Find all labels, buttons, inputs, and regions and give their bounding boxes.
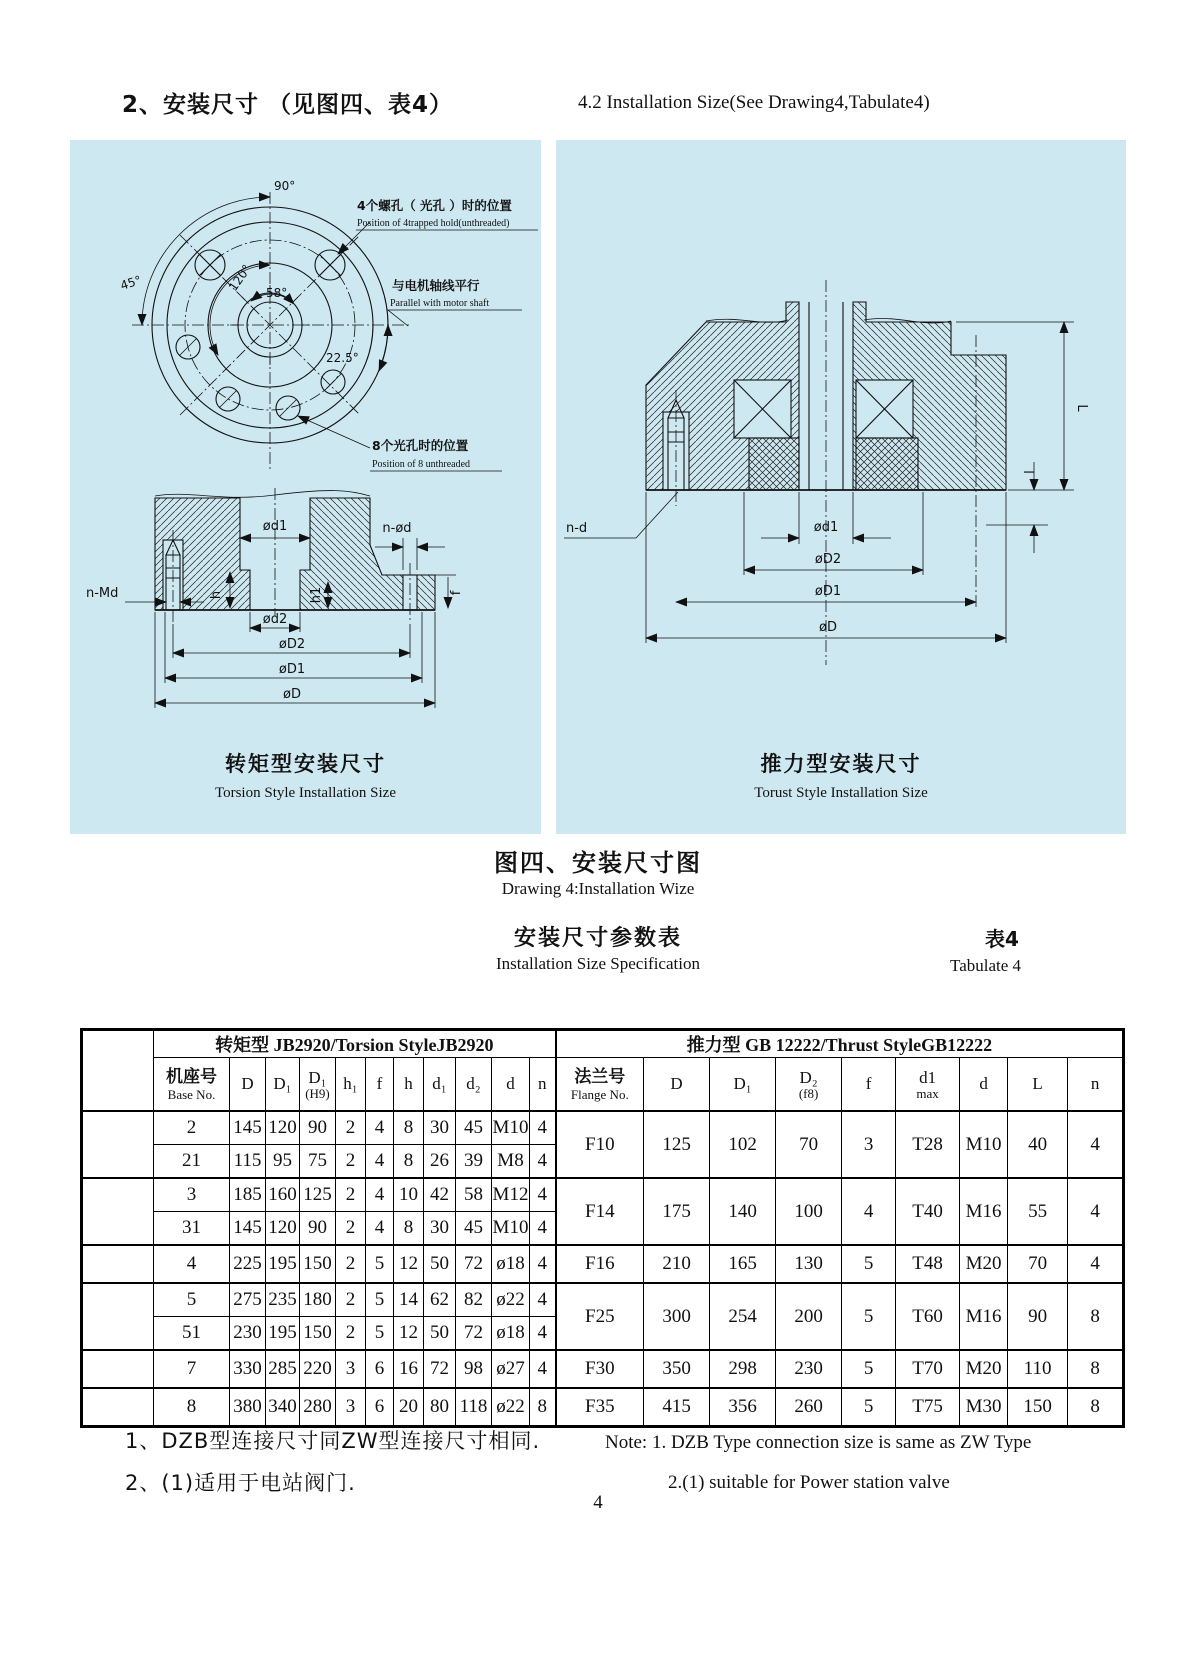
base-no-cell: 8 — [154, 1388, 230, 1427]
torsion-band-header: 转矩型 JB2920/Torsion StyleJB2920 — [154, 1030, 556, 1058]
unthreaded-holes — [176, 335, 345, 420]
torsion-value-cell: 75 — [300, 1145, 336, 1179]
torsion-value-cell: 80 — [424, 1388, 456, 1427]
torsion-value-cell: 6 — [366, 1388, 394, 1427]
base-no-zh: 机座号 — [166, 1066, 217, 1087]
section-heading-en: 4.2 Installation Size(See Drawing4,Tabulate4) — [578, 92, 930, 113]
base-no-cell: 21 — [154, 1145, 230, 1179]
torsion-value-cell: 2 — [336, 1212, 366, 1246]
table-row — [82, 1245, 1124, 1283]
torsion-value-cell: 72 — [456, 1245, 492, 1283]
torsion-value-cell: 195 — [266, 1317, 300, 1351]
col-header-t-d: d — [492, 1058, 530, 1112]
torsion-value-cell: 285 — [266, 1350, 300, 1388]
row-group-spacer-cell — [82, 1283, 154, 1350]
col-header-s-f: f — [842, 1058, 896, 1112]
flange-no-en: Flange No. — [570, 1086, 629, 1102]
flange-no-cell: F16 — [556, 1245, 644, 1283]
thrust-value-cell: 298 — [710, 1350, 776, 1388]
thrust-value-cell: T28 — [896, 1111, 960, 1178]
col-header-flange-no — [556, 1058, 644, 1112]
row-group-spacer-cell — [82, 1388, 154, 1427]
thrust-value-cell: 4 — [1068, 1111, 1124, 1178]
row-group-spacer-cell — [82, 1350, 154, 1388]
dim-D-label: øD — [283, 687, 301, 702]
thrust-value-cell: M16 — [960, 1178, 1008, 1245]
torsion-value-cell: 2 — [336, 1317, 366, 1351]
dim-f-label: f — [449, 590, 464, 596]
thrust-caption-en: Torust Style Installation Size — [754, 785, 928, 801]
base-no-cell: 3 — [154, 1178, 230, 1212]
torsion-value-cell: 150 — [300, 1245, 336, 1283]
torsion-value-cell: 4 — [530, 1317, 556, 1351]
figure-caption-en: Drawing 4:Installation Wize — [501, 879, 695, 898]
trapped-hole-note-zh: 4个螺孔（ 光孔 ）时的位置 — [357, 198, 512, 213]
torsion-value-cell: 4 — [530, 1212, 556, 1246]
col-header-t-h: h — [394, 1058, 424, 1112]
base-no-cell: 31 — [154, 1212, 230, 1246]
torsion-value-cell: 4 — [530, 1245, 556, 1283]
torsion-value-cell: 45 — [456, 1111, 492, 1145]
dim-L-label: L — [1074, 404, 1089, 412]
thrust-value-cell: 300 — [644, 1283, 710, 1350]
parallel-note-zh: 与电机轴线平行 — [392, 278, 480, 293]
table-title-en: Installation Size Specification — [496, 954, 700, 973]
torsion-value-cell: ø18 — [492, 1245, 530, 1283]
thrust-panel — [556, 140, 1126, 834]
thrust-value-cell: 5 — [842, 1245, 896, 1283]
flange-no-cell: F10 — [556, 1111, 644, 1178]
thrust-caption-zh: 推力型安装尺寸 — [760, 752, 922, 776]
torsion-value-cell: 82 — [456, 1283, 492, 1317]
table-row — [82, 1111, 1124, 1145]
note-en-1: Note: 1. DZB Type connection size is same as ZW Type — [605, 1432, 1032, 1453]
torsion-value-cell: 340 — [266, 1388, 300, 1427]
torsion-value-cell: 195 — [266, 1245, 300, 1283]
thrust-value-cell: 130 — [776, 1245, 842, 1283]
torsion-value-cell: 20 — [394, 1388, 424, 1427]
torsion-value-cell: 4 — [366, 1212, 394, 1246]
torsion-value-cell: 72 — [456, 1317, 492, 1351]
torsion-value-cell: 90 — [300, 1111, 336, 1145]
torsion-value-cell: 150 — [300, 1317, 336, 1351]
torsion-value-cell: M8 — [492, 1145, 530, 1179]
t-D1H9-tolerance: (H9) — [305, 1085, 330, 1101]
flange-face-view — [119, 179, 538, 472]
col-header-t-f: f — [366, 1058, 394, 1112]
torsion-value-cell: 5 — [366, 1283, 394, 1317]
thrust-value-cell: M30 — [960, 1388, 1008, 1427]
thrust-value-cell: 254 — [710, 1283, 776, 1350]
thrust-value-cell: 90 — [1008, 1283, 1068, 1350]
torsion-value-cell: 39 — [456, 1145, 492, 1179]
torsion-value-cell: ø22 — [492, 1388, 530, 1427]
col-header-base-no — [154, 1058, 230, 1112]
torsion-value-cell: ø27 — [492, 1350, 530, 1388]
torsion-value-cell: 115 — [230, 1145, 266, 1179]
torsion-value-cell: 118 — [456, 1388, 492, 1427]
thrust-value-cell: 125 — [644, 1111, 710, 1178]
torsion-value-cell: 145 — [230, 1111, 266, 1145]
thrust-value-cell: 5 — [842, 1283, 896, 1350]
base-no-en: Base No. — [167, 1086, 216, 1102]
s-D2-symbol: D₂ — [799, 1067, 818, 1087]
angle-45-label: 45° — [118, 272, 144, 293]
installation-size-table — [80, 1028, 1125, 1428]
torsion-value-cell: 62 — [424, 1283, 456, 1317]
flange-no-cell: F35 — [556, 1388, 644, 1427]
dim-D2-label: øD2 — [814, 552, 842, 567]
dim-D2-label: øD2 — [278, 637, 306, 652]
torsion-value-cell: 2 — [336, 1145, 366, 1179]
trapped-hole-top-right — [315, 250, 345, 280]
thrust-value-cell: T70 — [896, 1350, 960, 1388]
flange-no-cell: F14 — [556, 1178, 644, 1245]
torsion-value-cell: 95 — [266, 1145, 300, 1179]
torsion-value-cell: 3 — [336, 1388, 366, 1427]
t-D1H9-symbol: D₁ — [308, 1067, 327, 1087]
thrust-value-cell: 4 — [842, 1178, 896, 1245]
dim-nMd-label: n-Md — [86, 586, 119, 601]
angle-90-label: 90° — [274, 179, 296, 193]
thrust-value-cell: T48 — [896, 1245, 960, 1283]
torsion-value-cell: 280 — [300, 1388, 336, 1427]
thrust-value-cell: 110 — [1008, 1350, 1068, 1388]
thrust-value-cell: 150 — [1008, 1388, 1068, 1427]
flange-no-zh: 法兰号 — [574, 1066, 626, 1087]
flange-no-cell: F25 — [556, 1283, 644, 1350]
torsion-value-cell: 98 — [456, 1350, 492, 1388]
table-tag-en: Tabulate 4 — [950, 956, 1022, 975]
torsion-value-cell: 45 — [456, 1212, 492, 1246]
col-header-s-D2f8 — [776, 1058, 842, 1112]
dim-D1-label: øD1 — [814, 584, 842, 599]
torsion-value-cell: 2 — [336, 1178, 366, 1212]
row-group-spacer-cell — [82, 1111, 154, 1178]
thrust-value-cell: 350 — [644, 1350, 710, 1388]
table-row — [82, 1350, 1124, 1388]
col-header-t-d2: d₂ — [456, 1058, 492, 1112]
section-heading-zh: 2、安装尺寸 （见图四、表4） — [122, 92, 454, 118]
row-group-spacer-cell — [82, 1178, 154, 1245]
angle-22-5-label: 22.5° — [326, 351, 359, 365]
col-header-s-L: L — [1008, 1058, 1068, 1112]
torsion-value-cell: 160 — [266, 1178, 300, 1212]
s-D2-tolerance: (f8) — [798, 1085, 819, 1101]
figure-caption-zh: 图四、安装尺寸图 — [494, 849, 702, 877]
torsion-value-cell: 185 — [230, 1178, 266, 1212]
torsion-value-cell: ø22 — [492, 1283, 530, 1317]
dim-nod-label: n-ød — [382, 521, 412, 536]
col-header-t-D1H9 — [300, 1058, 336, 1112]
torsion-value-cell: 225 — [230, 1245, 266, 1283]
thrust-value-cell: 4 — [1068, 1178, 1124, 1245]
s-d1-symbol: d1 — [919, 1067, 937, 1087]
col-header-s-d1max — [896, 1058, 960, 1112]
thrust-value-cell: 210 — [644, 1245, 710, 1283]
col-header-s-D1: D₁ — [710, 1058, 776, 1112]
torsion-value-cell: 4 — [530, 1145, 556, 1179]
torsion-value-cell: 330 — [230, 1350, 266, 1388]
thrust-value-cell: M16 — [960, 1283, 1008, 1350]
thrust-value-cell: 8 — [1068, 1388, 1124, 1427]
torsion-value-cell: 120 — [266, 1111, 300, 1145]
torsion-caption — [70, 748, 541, 802]
thrust-value-cell: 8 — [1068, 1283, 1124, 1350]
torsion-value-cell: 58 — [456, 1178, 492, 1212]
trapped-hole-note-en: Position of 4trapped hold(unthreaded) — [357, 218, 510, 229]
note-en-2: 2.(1) suitable for Power station valve — [668, 1472, 950, 1493]
table-title-zh: 安装尺寸参数表 — [513, 926, 682, 951]
torsion-panel — [70, 140, 541, 834]
torsion-value-cell: 180 — [300, 1283, 336, 1317]
torsion-value-cell: 235 — [266, 1283, 300, 1317]
thrust-value-cell: 40 — [1008, 1111, 1068, 1178]
col-header-t-D: D — [230, 1058, 266, 1112]
thrust-value-cell: 230 — [776, 1350, 842, 1388]
torsion-value-cell: 30 — [424, 1212, 456, 1246]
thrust-value-cell: T75 — [896, 1388, 960, 1427]
torsion-value-cell: 4 — [530, 1178, 556, 1212]
torsion-caption-en: Torsion Style Installation Size — [214, 785, 396, 801]
torsion-value-cell: 50 — [424, 1317, 456, 1351]
base-no-cell: 5 — [154, 1283, 230, 1317]
torsion-caption-zh: 转矩型安装尺寸 — [225, 752, 386, 776]
thrust-value-cell: 3 — [842, 1111, 896, 1178]
angle-120-label: 120° — [225, 262, 255, 294]
torsion-value-cell: ø18 — [492, 1317, 530, 1351]
torsion-section-view — [86, 488, 464, 708]
torsion-value-cell: 2 — [336, 1245, 366, 1283]
spacer-header-cell — [82, 1030, 154, 1112]
torsion-value-cell: 145 — [230, 1212, 266, 1246]
base-no-cell: 7 — [154, 1350, 230, 1388]
note-zh-2: 2、(1)适用于电站阀门. — [125, 1471, 356, 1495]
torsion-value-cell: 72 — [424, 1350, 456, 1388]
col-header-t-D1: D₁ — [266, 1058, 300, 1112]
col-header-t-d1: d₁ — [424, 1058, 456, 1112]
thrust-value-cell: 55 — [1008, 1178, 1068, 1245]
torsion-value-cell: 26 — [424, 1145, 456, 1179]
torsion-value-cell: 4 — [366, 1111, 394, 1145]
col-header-s-n: n — [1068, 1058, 1124, 1112]
dim-nd-label: n-d — [566, 521, 588, 536]
base-no-cell: 2 — [154, 1111, 230, 1145]
flange-no-cell: F30 — [556, 1350, 644, 1388]
torsion-value-cell: 42 — [424, 1178, 456, 1212]
parallel-note-en: Parallel with motor shaft — [390, 298, 490, 309]
torsion-drawing — [70, 140, 541, 740]
thrust-value-cell: 175 — [644, 1178, 710, 1245]
thrust-value-cell: T60 — [896, 1283, 960, 1350]
col-header-s-D: D — [644, 1058, 710, 1112]
dim-d1-label: ød1 — [813, 520, 839, 535]
thrust-value-cell: 102 — [710, 1111, 776, 1178]
thrust-value-cell: T40 — [896, 1178, 960, 1245]
torsion-value-cell: 120 — [266, 1212, 300, 1246]
thrust-value-cell: 5 — [842, 1350, 896, 1388]
thrust-value-cell: 100 — [776, 1178, 842, 1245]
dim-d1-label: ød1 — [262, 519, 288, 534]
dim-D1-label: øD1 — [278, 662, 306, 677]
torsion-value-cell: 8 — [394, 1212, 424, 1246]
torsion-value-cell: M10 — [492, 1111, 530, 1145]
base-no-cell: 51 — [154, 1317, 230, 1351]
torsion-value-cell: 30 — [424, 1111, 456, 1145]
torsion-value-cell: 5 — [366, 1245, 394, 1283]
torsion-value-cell: 2 — [336, 1283, 366, 1317]
column-header-row — [82, 1058, 1124, 1112]
thrust-value-cell: 4 — [1068, 1245, 1124, 1283]
thrust-value-cell: 260 — [776, 1388, 842, 1427]
thrust-band-header: 推力型 GB 12222/Thrust StyleGB12222 — [556, 1030, 1124, 1058]
torsion-value-cell: 4 — [366, 1145, 394, 1179]
dim-h1-label: h1 — [309, 586, 324, 604]
thrust-value-cell: 70 — [776, 1111, 842, 1178]
dim-D-label: øD — [819, 620, 837, 635]
note-zh-1: 1、DZB型连接尺寸同ZW型连接尺寸相同. — [125, 1429, 541, 1453]
s-d1-max: max — [916, 1085, 939, 1101]
table-row — [82, 1178, 1124, 1212]
dim-h-label: h — [209, 590, 224, 600]
col-header-t-h1: h₁ — [336, 1058, 366, 1112]
table-row — [82, 1283, 1124, 1317]
torsion-value-cell: 12 — [394, 1317, 424, 1351]
torsion-value-cell: 12 — [394, 1245, 424, 1283]
trapped-hole-top-left — [195, 250, 225, 280]
torsion-value-cell: 4 — [366, 1178, 394, 1212]
thrust-value-cell: M20 — [960, 1245, 1008, 1283]
torsion-value-cell: 10 — [394, 1178, 424, 1212]
unthreaded-note-zh: 8个光孔时的位置 — [372, 438, 469, 453]
torsion-value-cell: 220 — [300, 1350, 336, 1388]
row-group-spacer-cell — [82, 1245, 154, 1283]
torsion-value-cell: 380 — [230, 1388, 266, 1427]
dim-l-label: l — [1020, 470, 1035, 474]
table-body — [82, 1111, 1124, 1427]
torsion-value-cell: 4 — [530, 1283, 556, 1317]
torsion-value-cell: 125 — [300, 1178, 336, 1212]
torsion-value-cell: 4 — [530, 1111, 556, 1145]
thrust-value-cell: 415 — [644, 1388, 710, 1427]
thrust-drawing — [556, 140, 1126, 740]
thrust-value-cell: 356 — [710, 1388, 776, 1427]
torsion-value-cell: 6 — [366, 1350, 394, 1388]
torsion-value-cell: 14 — [394, 1283, 424, 1317]
thrust-value-cell: 8 — [1068, 1350, 1124, 1388]
thrust-value-cell: 70 — [1008, 1245, 1068, 1283]
unthreaded-note-en: Position of 8 unthreaded — [372, 459, 471, 470]
thrust-value-cell: 165 — [710, 1245, 776, 1283]
torsion-value-cell: 8 — [394, 1145, 424, 1179]
torsion-value-cell: 275 — [230, 1283, 266, 1317]
torsion-value-cell: M10 — [492, 1212, 530, 1246]
torsion-value-cell: 90 — [300, 1212, 336, 1246]
thrust-value-cell: M10 — [960, 1111, 1008, 1178]
angle-58-label: 58° — [266, 286, 288, 300]
torsion-value-cell: 5 — [366, 1317, 394, 1351]
torsion-value-cell: M12 — [492, 1178, 530, 1212]
col-header-s-d: d — [960, 1058, 1008, 1112]
dim-d2-label: ød2 — [262, 612, 288, 627]
torsion-value-cell: 3 — [336, 1350, 366, 1388]
table-row — [82, 1388, 1124, 1427]
band-header-row — [82, 1030, 1124, 1058]
page-number: 4 — [593, 1492, 603, 1513]
thrust-caption — [556, 748, 1126, 802]
torsion-value-cell: 8 — [394, 1111, 424, 1145]
torsion-value-cell: 4 — [530, 1350, 556, 1388]
table-tag-zh: 表4 — [985, 927, 1019, 951]
torsion-value-cell: 2 — [336, 1111, 366, 1145]
torsion-value-cell: 50 — [424, 1245, 456, 1283]
base-no-cell: 4 — [154, 1245, 230, 1283]
thrust-section-view — [564, 280, 1089, 665]
col-header-t-n: n — [530, 1058, 556, 1112]
thrust-value-cell: 200 — [776, 1283, 842, 1350]
torsion-value-cell: 230 — [230, 1317, 266, 1351]
torsion-value-cell: 16 — [394, 1350, 424, 1388]
thrust-value-cell: M20 — [960, 1350, 1008, 1388]
thrust-value-cell: 5 — [842, 1388, 896, 1427]
torsion-value-cell: 8 — [530, 1388, 556, 1427]
thrust-value-cell: 140 — [710, 1178, 776, 1245]
